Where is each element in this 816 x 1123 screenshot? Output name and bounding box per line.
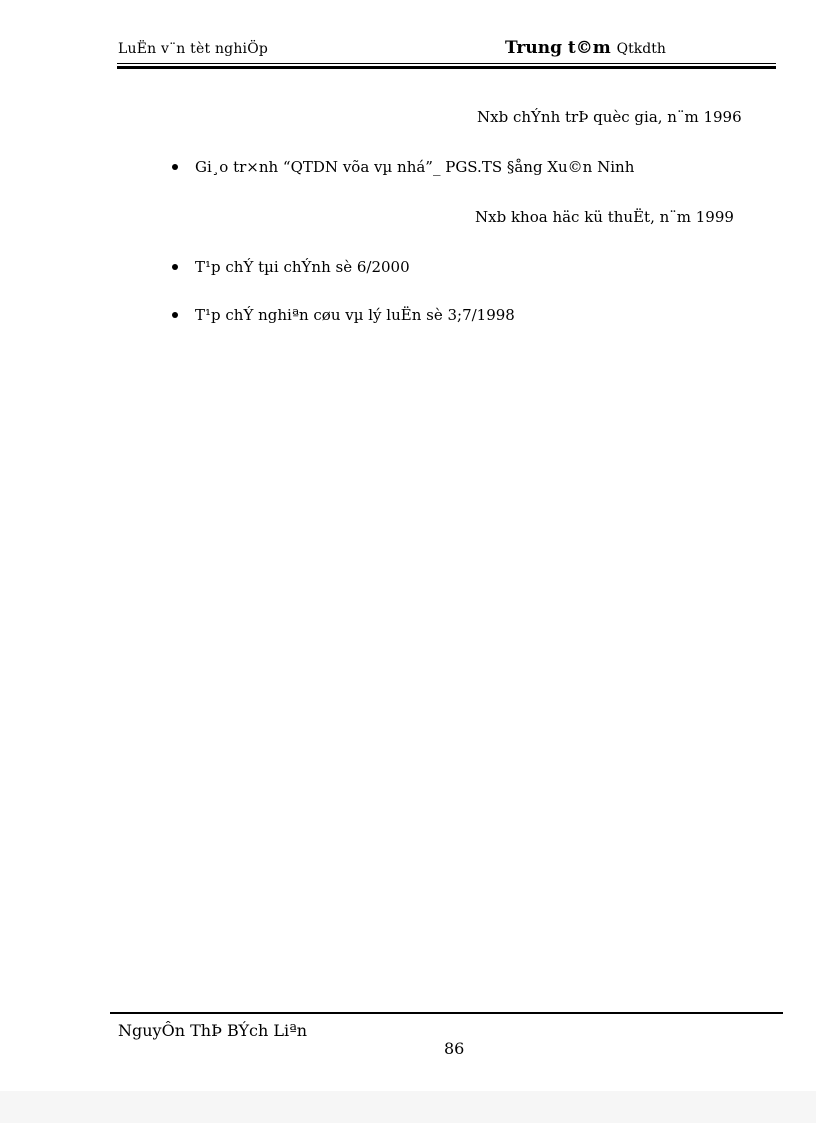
page-number: 86 bbox=[444, 1039, 465, 1058]
reference-continuation-2: Nxb khoa häc kü thuËt, n¨m 1999 bbox=[475, 208, 734, 226]
reference-continuation-1: Nxb chÝnh trÞ quèc gia, n¨m 1996 bbox=[477, 108, 742, 126]
bullet-icon bbox=[172, 312, 178, 318]
footer-rule bbox=[110, 1012, 783, 1014]
header-rule-thick bbox=[117, 66, 776, 69]
reference-item-text: T¹p chÝ nghiªn cøu vµ lý luËn sè 3;7/1998 bbox=[195, 306, 515, 324]
reference-item-2 bbox=[172, 258, 410, 276]
reference-item-text: T¹p chÝ tµi chÝnh sè 6/2000 bbox=[195, 258, 410, 276]
reference-item-3 bbox=[172, 306, 515, 324]
header-rule-thin bbox=[117, 63, 776, 64]
reference-item-text: Gi¸o tr×nh “QTDN võa vµ nhá”_ PGS.TS §ång Xu©n Ninh bbox=[195, 158, 635, 176]
header-right-title bbox=[505, 38, 666, 58]
reference-item-1 bbox=[172, 158, 634, 176]
page-bottom-band bbox=[0, 1091, 816, 1123]
footer-author: NguyÔn ThÞ BÝch Liªn bbox=[118, 1021, 308, 1040]
header-left-title: LuËn v¨n tèt nghiÖp bbox=[118, 41, 269, 57]
header-right-sub: Qtkdth bbox=[616, 41, 666, 57]
bullet-icon bbox=[172, 164, 178, 170]
bullet-icon bbox=[172, 264, 178, 270]
header-right-main: Trung t©m bbox=[505, 38, 611, 58]
